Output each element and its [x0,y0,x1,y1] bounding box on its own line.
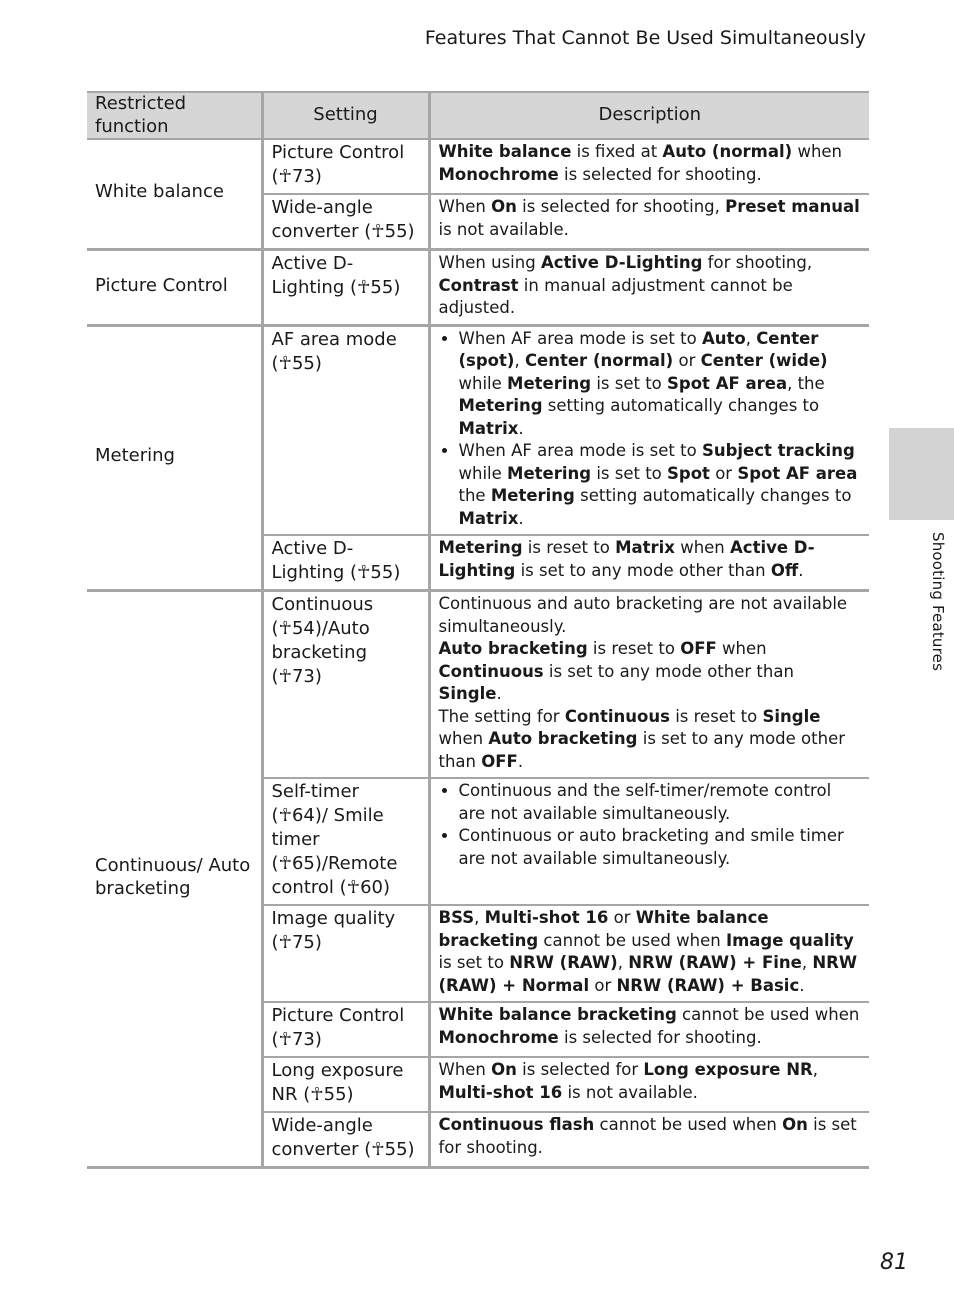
setting-cell: AF area mode (☥55) [262,325,429,535]
description-cell: Continuous flash cannot be used when On is set for shooting. [429,1112,869,1168]
page-title: Features That Cannot Be Used Simultaneously [424,27,866,49]
column-header-restricted-function: Restricted function [87,92,262,139]
setting-cell: Picture Control (☥73) [262,139,429,194]
table-row [87,250,869,326]
restricted-function-cell: Picture Control [87,250,262,326]
description-cell: White balance bracketing cannot be used when Monochrome is selected for shooting. [429,1002,869,1057]
description-cell: When using Active D-Lighting for shooting, Contrast in manual adjustment cannot be adjusted. [429,250,869,326]
table-body [87,139,869,1168]
setting-cell: Active D-Lighting (☥55) [262,535,429,591]
table-row [87,139,869,194]
description-cell: White balance is fixed at Auto (normal) when Monochrome is selected for shooting. [429,139,869,194]
setting-cell: Picture Control (☥73) [262,1002,429,1057]
setting-cell: Wide-angle converter (☥55) [262,194,429,250]
description-cell: Continuous and auto bracketing are not available simultaneously. Auto bracketing is reset to OFF when Continuous is set to any mode other than Single. The setting for Continuous is reset to Single when Auto bracketing is set to any mode other than OFF. [429,591,869,779]
page-number: 81 [880,1250,908,1275]
table-header-row [87,92,869,139]
section-tab-label: Shooting Features [929,532,947,672]
restrictions-table [87,91,869,1169]
setting-cell: Continuous (☥54)/Auto bracketing (☥73) [262,591,429,779]
restricted-function-cell: Metering [87,325,262,591]
section-tab-marker [889,428,954,520]
setting-cell: Image quality (☥75) [262,905,429,1002]
description-cell: Metering is reset to Matrix when Active D-Lighting is set to any mode other than Off. [429,535,869,591]
restricted-function-cell: Continuous/ Auto bracketing [87,591,262,1168]
restricted-function-cell: White balance [87,139,262,250]
description-cell: When On is selected for shooting, Preset manual is not available. [429,194,869,250]
description-cell: BSS, Multi-shot 16 or White balance bracketing cannot be used when Image quality is set to NRW (RAW), NRW (RAW) + Fine, NRW (RAW) + Normal or NRW (RAW) + Basic. [429,905,869,1002]
description-cell: • Continuous and the self-timer/remote control are not available simultaneously. • Continuous or auto bracketing and smile timer are not available simultaneously. [429,778,869,905]
column-header-setting: Setting [262,92,429,139]
table-row [87,325,869,535]
description-cell: • When AF area mode is set to Auto, Center (spot), Center (normal) or Center (wide) while Metering is set to Spot AF area, the Metering setting automatically changes to Matrix. • When AF area mode is set to Subject tracking while Metering is set to Spot or Spot AF area the Metering setting automatically changes to Matrix. [429,325,869,535]
description-cell: When On is selected for Long exposure NR, Multi-shot 16 is not available. [429,1057,869,1112]
setting-cell: Self-timer (☥64)/ Smile timer (☥65)/Remote control (☥60) [262,778,429,905]
setting-cell: Long exposure NR (☥55) [262,1057,429,1112]
table-row [87,591,869,779]
column-header-description: Description [429,92,869,139]
setting-cell: Wide-angle converter (☥55) [262,1112,429,1168]
setting-cell: Active D-Lighting (☥55) [262,250,429,326]
